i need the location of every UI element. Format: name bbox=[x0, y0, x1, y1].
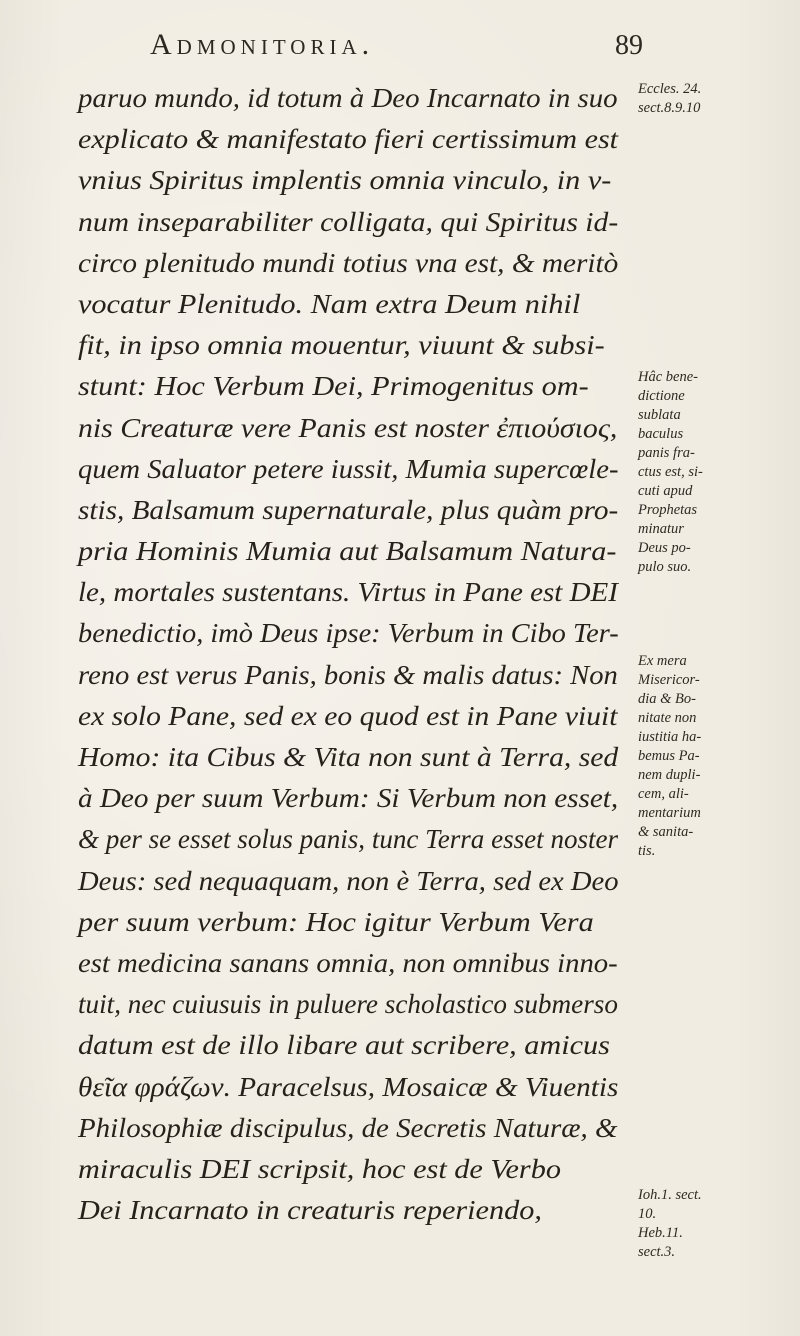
text-line: à Deo per suum Verbum: Si Verbum non esset, bbox=[78, 783, 619, 814]
margin-note-line: Ex mera bbox=[638, 653, 687, 669]
text-line: paruo mundo, id totum à Deo Incarnato in suo bbox=[78, 83, 618, 113]
margin-note-line: 10. bbox=[638, 1206, 657, 1222]
text-line: benedictio, imò Deus ipse: Verbum in Cibo Ter- bbox=[78, 618, 619, 649]
text-line: Dei Incarnato in creaturis reperiendo, bbox=[78, 1195, 542, 1226]
text-line: & per se esset solus panis, tunc Terra esset noster bbox=[78, 824, 619, 855]
margin-note-ioh-heb bbox=[638, 1186, 788, 1262]
text-line: stunt: Hoc Verbum Dei, Primogenitus om- bbox=[78, 371, 589, 402]
margin-note-line: iustitia ha- bbox=[638, 729, 702, 745]
margin-note-line: panis fra- bbox=[638, 445, 695, 461]
text-line: datum est de illo libare aut scribere, amicus bbox=[78, 1030, 610, 1061]
margin-note-line: sect.8.9.10 bbox=[638, 100, 701, 116]
margin-note-line: dictione bbox=[638, 388, 685, 404]
page-number: 89 bbox=[615, 30, 643, 61]
running-head bbox=[150, 28, 540, 62]
text-line: vocatur Plenitudo. Nam extra Deum nihil bbox=[78, 288, 581, 319]
text-line: miraculis DEI scripsit, hoc est de Verbo bbox=[78, 1153, 561, 1184]
text-line: pria Hominis Mumia aut Balsamum Natura- bbox=[78, 536, 617, 567]
text-line: reno est verus Panis, bonis & malis datus: Non bbox=[78, 659, 618, 690]
margin-note-line: bemus Pa- bbox=[638, 748, 700, 764]
text-line: Philosophiæ discipulus, de Secretis Naturæ, & bbox=[78, 1112, 618, 1143]
text-line: le, mortales sustentans. Virtus in Pane est DEI bbox=[78, 577, 618, 608]
margin-note-line: nitate non bbox=[638, 710, 697, 726]
text-line: fit, in ipso omnia mouentur, viuunt & subsi- bbox=[78, 330, 605, 361]
margin-note-line: nem dupli- bbox=[638, 767, 701, 783]
margin-note-line: baculus bbox=[638, 426, 684, 442]
running-head-title: Admonitoria. bbox=[150, 28, 375, 61]
margin-note-line: Ioh.1. sect. bbox=[638, 1187, 702, 1203]
margin-note-benedictione bbox=[638, 368, 788, 577]
text-line: stis, Balsamum supernaturale, plus quàm pro- bbox=[78, 494, 619, 525]
text-line: Homo: ita Cibus & Vita non sunt à Terra, sed bbox=[78, 742, 619, 772]
text-line: tuit, nec cuiusuis in puluere scholastico submerso bbox=[78, 989, 618, 1020]
margin-note-line: ctus est, si- bbox=[638, 464, 703, 480]
text-line: circo plenitudo mundi totius vna est, & meritò bbox=[78, 247, 619, 278]
text-line: est medicina sanans omnia, non omnibus inno- bbox=[78, 947, 618, 978]
margin-note-misericordia bbox=[638, 652, 788, 861]
margin-note-line: & sanita- bbox=[638, 824, 694, 840]
text-line: quem Saluator petere iussit, Mumia supercœle- bbox=[78, 453, 619, 484]
text-line: num inseparabiliter colligata, qui Spiritus id- bbox=[78, 206, 619, 237]
margin-note-line: sublata bbox=[638, 407, 681, 423]
text-line: nis Creaturæ vere Panis est noster ἐπιούσιος, bbox=[78, 412, 618, 443]
text-line: ex solo Pane, sed ex eo quod est in Pane viuit bbox=[78, 700, 618, 731]
margin-note-line: Prophetas bbox=[638, 502, 698, 518]
margin-note-line: pulo suo. bbox=[638, 559, 692, 575]
margin-note-line: dia & Bo- bbox=[638, 691, 696, 707]
text-line: explicato & manifestato fieri certissimum est bbox=[78, 124, 619, 155]
margin-note-line: Heb.11. bbox=[638, 1225, 683, 1241]
margin-note-line: cuti apud bbox=[638, 483, 693, 499]
margin-note-line: Hâc bene- bbox=[638, 369, 698, 385]
margin-note-line: minatur bbox=[638, 521, 684, 537]
margin-note-line: sect.3. bbox=[638, 1244, 676, 1260]
margin-note-line: cem, ali- bbox=[638, 786, 689, 802]
margin-note-line: tis. bbox=[638, 843, 656, 859]
margin-note-ecclesiasticus bbox=[638, 80, 788, 118]
margin-note-line: Misericor- bbox=[638, 672, 700, 688]
margin-note-line: Deus po- bbox=[638, 540, 691, 556]
text-line: Deus: sed nequaquam, non è Terra, sed ex Deo bbox=[78, 865, 619, 896]
text-line: per suum verbum: Hoc igitur Verbum Vera bbox=[78, 906, 594, 937]
main-text-block bbox=[78, 78, 618, 1231]
text-line: θεῖα φράζων. Paracelsus, Mosaicæ & Viuentis bbox=[78, 1071, 619, 1102]
margin-note-line: Eccles. 24. bbox=[638, 81, 702, 97]
text-line: vnius Spiritus implentis omnia vinculo, in v- bbox=[78, 165, 612, 196]
margin-note-line: mentarium bbox=[638, 805, 701, 821]
